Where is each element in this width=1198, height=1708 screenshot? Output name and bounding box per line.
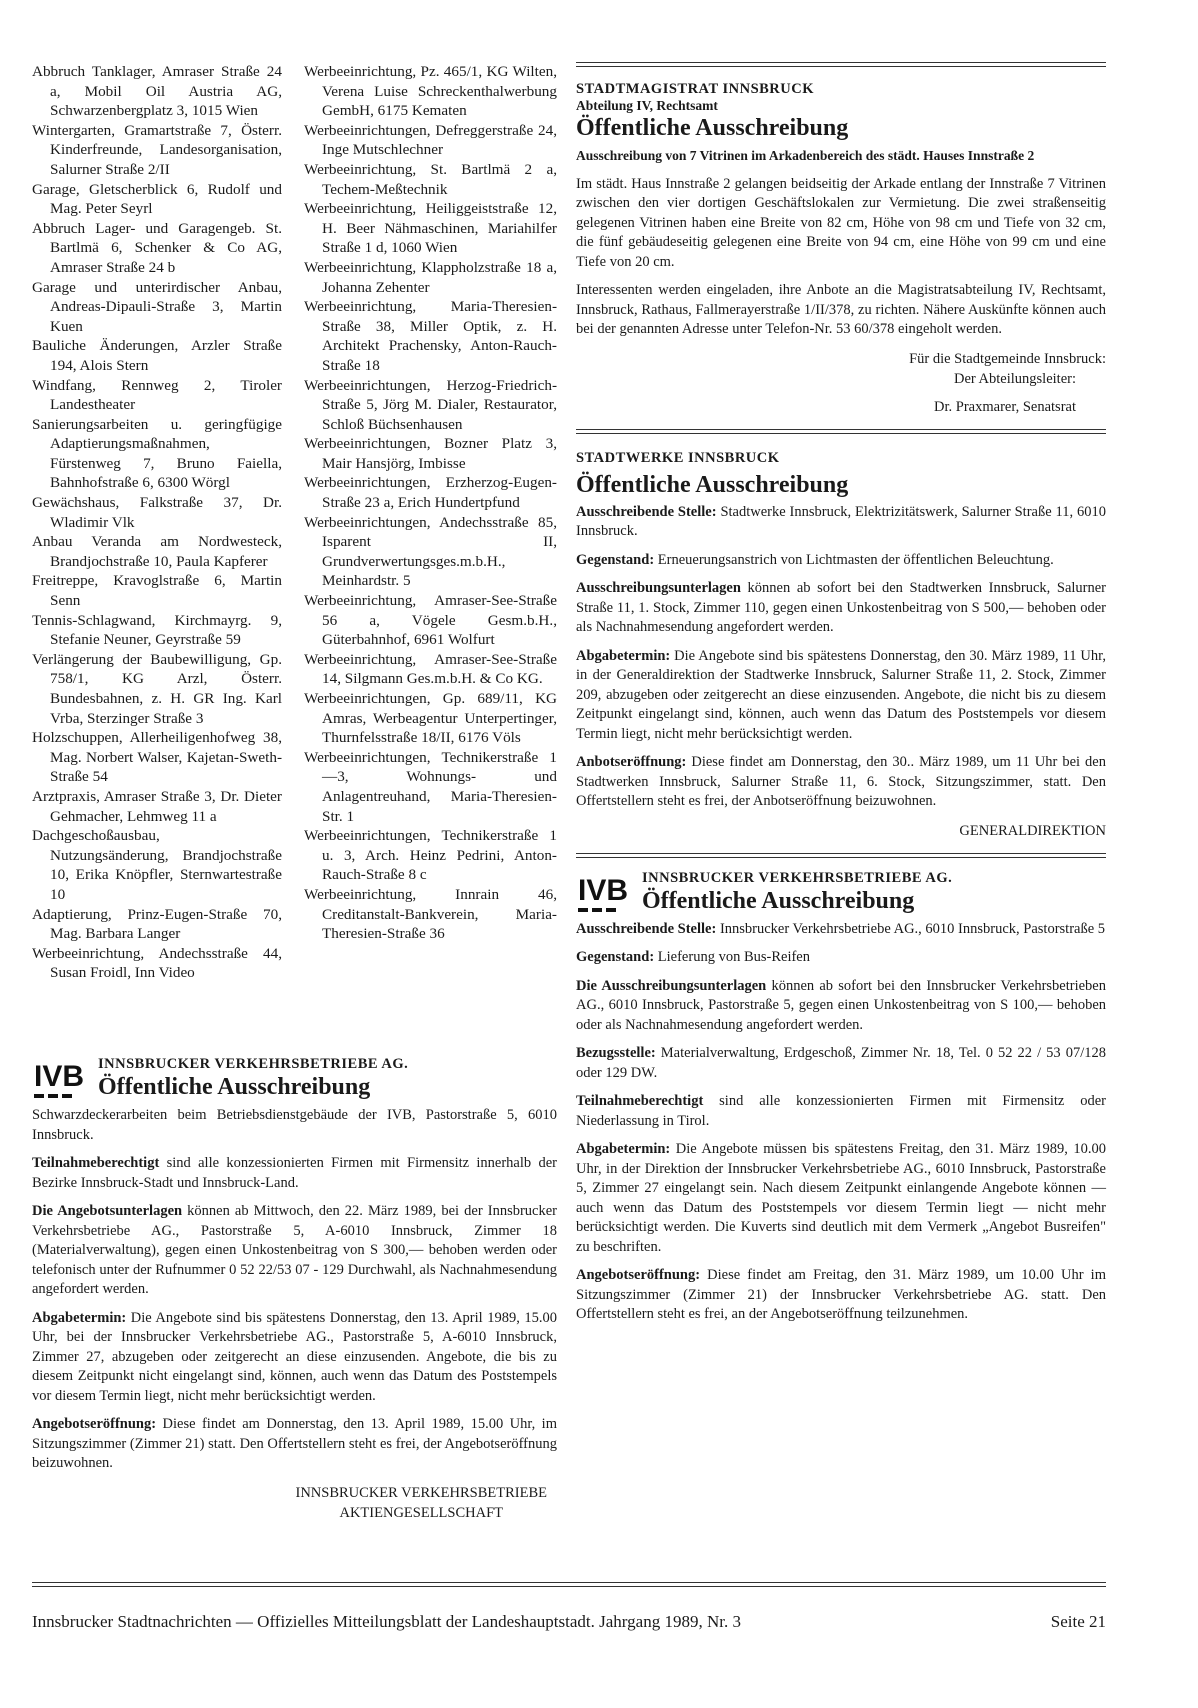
page-number: Seite 21 (1050, 1612, 1106, 1631)
field-text: Die Angebote müssen bis spätestens Freitag, den 31. März 1989, 10.00 Uhr, in der Direktion der Innsbrucker Verkehrsbetriebe AG., 6010 Innsbruck, Pastorstraße 5, Zimmer 27 eingelangt sein. Nach diesem Zeitpunkt einlangende Angebote können — auch wenn das Datum des Poststempels vor diesem Termin liegt — nicht mehr berücksichtigt werden. Die Kuverts sind deutlich mit dem Vermerk „Angebot Busreifen" zu beschriften. (576, 1141, 1106, 1255)
page-footer (32, 1612, 1106, 1632)
field-text: sind alle konzessionierten Firmen mit Firmensitz innerhalb der Bezirke Innsbruck-Stadt und Innsbruck-Land. (32, 1155, 557, 1191)
field-text: können ab sofort bei den Stadtwerken Innsbruck, Salurner Straße 11, 1. Stock, Zimmer 110, gegen einen Unkostenbeitrag von S 500,— behoben oder als Nachnahmesendung angefordert werden. (576, 580, 1106, 635)
signature-line: Für die Stadtgemeinde Innsbruck: (909, 350, 1106, 367)
signature-block (296, 1483, 548, 1523)
magistrat-announcement (576, 81, 1106, 417)
announcement-dept: INNSBRUCKER VERKEHRSBETRIEBE AG. (98, 1056, 409, 1072)
announcement-subdept: Abteilung IV, Rechtsamt (576, 98, 718, 113)
list-item: Werbeeinrichtung, Pz. 465/1, KG Wilten, Verena Luise Schreckenthalwerbung GembH, 6175 Kematen (304, 63, 557, 120)
field-text: Innsbrucker Verkehrsbetriebe AG., 6010 Innsbruck, Pastorstraße 5 (716, 920, 1106, 937)
list-item: Werbeeinrichtung, Amraser-See-Straße 14, Silgmann Ges.m.b.H. & Co KG. (304, 650, 557, 688)
list-item: Garage und unterirdischer Anbau, Andreas-Dipauli-Straße 3, Martin Kuen (32, 278, 282, 335)
field-label: Ausschreibende Stelle: (576, 920, 717, 937)
ivb-bus-tires-announcement (576, 870, 1106, 1325)
announcement-paragraph: Im städt. Haus Innstraße 2 gelangen beidseitig der Arkade entlang der Innstraße 7 Vitrinen zwischen den vier dortigen Geschäftslokalen zur Vermietung. Die zwei straßenseitig gelegenen Vitrinen haben eine Breite von 82 cm, Höhe von 98 cm und Tiefe von 32 cm, die fünf gebäudeseitig gelegenen eine Breite von 94 cm, eine Höhe von 99 cm und eine Tiefe von 20 cm. (576, 175, 1106, 270)
signature-line: Der Abteilungsleiter: (953, 370, 1076, 387)
announcement-dept: STADTWERKE INNSBRUCK (576, 449, 780, 466)
field-label: Angebotseröffnung: (32, 1416, 157, 1432)
field-text: Lieferung von Bus-Reifen (654, 949, 810, 965)
field-label: Die Ausschreibungsunterlagen (576, 977, 767, 994)
field-text: Die Angebote sind bis spätestens Donnerstag, den 30. März 1989, 11 Uhr, in der Generaldirektion der Stadtwerke Innsbruck, Salurner Straße 11, 2. Stock, Zimmer 209, abzugeben oder zeitgerecht an diese einzusenden. Angebote, die nicht bis zu diesem Zeitpunkt eingelangt sind, können, auch wenn das Datum des Poststempels vor diesem Termin liegt, nicht mehr berücksichtigt werden. (576, 647, 1106, 742)
notice-list-column-2 (304, 62, 557, 944)
stadtwerke-announcement (576, 450, 1106, 841)
field-text: können ab Mittwoch, den 22. März 1989, bei der Innsbrucker Verkehrsbetriebe AG., Pastorstraße 5, A-6010 Innsbruck, Zimmer 18 (Materialverwaltung), gegen einen Unkostenbeitrag von S 300,— behoben werden oder telefonisch unter der Rufnummer 0 52 22/53 07 - 129 Durchwahl, als Nachnahmesendung angefordert werden. (32, 1203, 557, 1297)
field-label: Gegenstand: (576, 551, 655, 568)
announcement-dept: INNSBRUCKER VERKEHRSBETRIEBE AG. (642, 869, 953, 886)
list-item: Abbruch Tanklager, Amraser Straße 24 a, Mobil Oil Austria AG, Schwarzenbergplatz 3, 1015 Wien (32, 63, 282, 120)
list-item: Bauliche Änderungen, Arzler Straße 194, Alois Stern (32, 337, 282, 374)
list-item: Werbeeinrichtung, St. Bartlmä 2 a, Techem-Meßtechnik (304, 160, 557, 198)
announcement-title: Öffentliche Ausschreibung (576, 471, 849, 498)
ivb-logo-text: IVB (34, 1060, 84, 1093)
field-label: Bezugsstelle: (576, 1045, 656, 1061)
list-item: Dachgeschoßausbau, Nutzungsänderung, Brandjochstraße 10, Erika Knöpfler, Sternwartestraße 10 (32, 827, 282, 903)
list-item: Wintergarten, Gramartstraße 7, Österr. Kinderfreunde, Landesorganisation, Salurner Straße 2/II (32, 121, 282, 178)
signature-line: INNSBRUCKER VERKEHRSBETRIEBE (295, 1484, 547, 1501)
list-item: Werbeeinrichtung, Amraser-See-Straße 56 a, Vögele Gesm.b.H., Güterbahnhof, 6961 Wolfurt (304, 592, 557, 649)
announcement-subtitle: Ausschreibung von 7 Vitrinen im Arkadenbereich des städt. Hauses Innstraße 2 (576, 148, 1035, 163)
list-item: Werbeeinrichtungen, Defreggerstraße 24, Inge Mutschlechner (304, 121, 557, 159)
double-rule (576, 429, 1106, 434)
list-item: Verlängerung der Baubewilligung, Gp. 758/1, KG Arzl, Österr. Bundesbahnen, z. H. GR Ing. Karl Vrba, Sterzinger Straße 3 (32, 650, 282, 727)
list-item: Werbeeinrichtungen, Technikerstraße 1—3, Wohnungs- und Anlagentreuhand, Maria-Theresien-Str. 1 (304, 748, 557, 825)
signature-line: GENERALDIREKTION (959, 822, 1106, 839)
list-item: Abbruch Lager- und Garagengeb. St. Bartlmä 6, Schenker & Co AG, Amraser Straße 24 b (32, 219, 282, 276)
signature-line: AKTIENGESELLSCHAFT (339, 1504, 504, 1521)
field-label: Abgabetermin: (32, 1309, 127, 1326)
footer-publication: Innsbrucker Stadtnachrichten — Offizielles Mitteilungsblatt der Landeshauptstadt. Jahrgang 1989, Nr. 3 (32, 1612, 741, 1631)
field-text: Materialverwaltung, Erdgeschoß, Zimmer Nr. 18, Tel. 0 52 22 / 53 07/128 oder 129 DW. (576, 1045, 1106, 1081)
field-label: Gegenstand: (576, 949, 655, 965)
list-item: Werbeeinrichtungen, Andechsstraße 85, Isparent II, Grundverwertungsges.m.b.H., Meinhardstr. 5 (304, 513, 557, 590)
announcement-intro: Schwarzdeckerarbeiten beim Betriebsdienstgebäude der IVB, Pastorstraße 5, 6010 Innsbruck. (32, 1107, 557, 1143)
field-label: Angebotseröffnung: (576, 1267, 701, 1283)
list-item: Werbeeinrichtungen, Bozner Platz 3, Mair Hansjörg, Imbisse (304, 435, 557, 472)
field-label: Ausschreibungsunterlagen (576, 580, 741, 596)
field-text: Erneuerungsanstrich von Lichtmasten der öffentlichen Beleuchtung. (654, 551, 1054, 568)
list-item: Garage, Gletscherblick 6, Rudolf und Mag. Peter Seyrl (32, 180, 282, 218)
list-item: Werbeeinrichtung, Klappholzstraße 18 a, Johanna Zehenter (304, 258, 557, 296)
field-text: Stadtwerke Innsbruck, Elektrizitätswerk, Salurner Straße 11, 6010 Innsbruck. (576, 503, 1106, 539)
list-item: Holzschuppen, Allerheiligenhofweg 38, Mag. Norbert Walser, Kajetan-Sweth-Straße 54 (32, 729, 282, 786)
announcement-dept: STADTMAGISTRAT INNSBRUCK (576, 81, 815, 97)
double-rule (576, 62, 1106, 67)
list-item: Werbeeinrichtungen, Gp. 689/11, KG Amras, Werbeagentur Unterpertinger, Thurnfelsstraße 18/II, 6176 Völs (304, 690, 557, 747)
list-item: Windfang, Rennweg 2, Tiroler Landestheater (32, 376, 282, 414)
field-text: Diese findet am Donnerstag, den 13. April 1989, 15.00 Uhr, im Sitzungszimmer (Zimmer 21) statt. Den Offertstellern steht es frei, der Angebotseröffnung beizuwohnen. (32, 1416, 557, 1471)
list-item: Freitreppe, Kravoglstraße 6, Martin Senn (32, 572, 282, 610)
announcement-title: Öffentliche Ausschreibung (98, 1074, 371, 1100)
field-text: Diese findet am Donnerstag, den 30.. März 1989, um 11 Uhr bei den Stadtwerken Innsbruck, Salurner Straße 11, 6. Stock, Sitzungszimmer, statt. Den Offertstellern steht es frei, der Anbotseröffnung beizuwohnen. (576, 754, 1106, 809)
field-label: Teilnahmeberechtigt (32, 1155, 160, 1171)
list-item: Werbeeinrichtungen, Herzog-Friedrich-Straße 5, Jörg M. Dialer, Restaurator, Schloß Büchsenhausen (304, 376, 557, 433)
announcement-paragraph: Interessenten werden eingeladen, ihre Anbote an die Magistratsabteilung IV, Rechtsamt, Innsbruck, Rathaus, Fallmerayerstraße 1/II/378, zu richten. Nähere Auskünfte können auch bei der genannten Adresse unter Telefon-Nr. 53 60/378 eingeholt werden. (576, 282, 1106, 337)
field-text: sind alle konzessionierten Firmen mit Firmensitz oder Niederlassung in Tirol. (576, 1093, 1106, 1129)
field-label: Die Angebotsunterlagen (32, 1203, 183, 1219)
notice-list-column-1 (32, 62, 282, 983)
list-item: Werbeeinrichtung, Innrain 46, Creditanstalt-Bankverein, Maria-Theresien-Straße 36 (304, 885, 557, 943)
list-item: Sanierungsarbeiten u. geringfügige Adaptierungsmaßnahmen, Fürstenweg 7, Bruno Faiella, Bahnhofstraße 6, 6300 Wörgl (32, 415, 282, 492)
list-item: Werbeeinrichtung, Maria-Theresien-Straße 38, Miller Optik, z. H. Architekt Prachensky, Anton-Rauch-Straße 18 (304, 298, 557, 374)
list-item: Tennis-Schlagwand, Kirchmayrg. 9, Stefanie Neuner, Geyrstraße 59 (32, 611, 282, 649)
list-item: Adaptierung, Prinz-Eugen-Straße 70, Mag. Barbara Langer (32, 905, 282, 943)
field-label: Anbotseröffnung: (576, 754, 687, 770)
field-label: Abgabetermin: (576, 1141, 671, 1157)
ivb-roofing-announcement (32, 1056, 557, 1523)
signature-name: Dr. Praxmarer, Senatsrat (934, 398, 1076, 415)
field-label: Teilnahmeberechtigt (576, 1093, 704, 1109)
list-item: Arztpraxis, Amraser Straße 3, Dr. Dieter Gehmacher, Lehmweg 11 a (32, 787, 282, 825)
list-item: Werbeeinrichtungen, Erzherzog-Eugen-Straße 23 a, Erich Hundertpfund (304, 474, 557, 512)
announcement-title: Öffentliche Ausschreibung (642, 887, 915, 914)
field-label: Abgabetermin: (576, 647, 671, 664)
footer-double-rule (32, 1582, 1106, 1587)
field-label: Ausschreibende Stelle: (576, 503, 717, 520)
list-item: Anbau Veranda am Nordwesteck, Brandjochstraße 10, Paula Kapferer (32, 533, 282, 570)
list-item: Werbeeinrichtung, Andechsstraße 44, Susan Froidl, Inn Video (32, 944, 282, 982)
field-text: Diese findet am Freitag, den 31. März 1989, um 10.00 Uhr im Sitzungszimmer (Zimmer 21) der Innsbrucker Verkehrsbetriebe AG. statt. Den Offertstellern steht es frei, an der Angebotseröffnung teilzunehmen. (576, 1267, 1106, 1322)
ivb-logo-text: IVB (578, 873, 628, 907)
ivb-logo-icon (32, 1056, 84, 1106)
right-column (576, 62, 1106, 1334)
double-rule (576, 853, 1106, 858)
list-item: Werbeeinrichtungen, Technikerstraße 1 u. 3, Arch. Heinz Pedrini, Anton-Rauch-Straße 8 c (304, 827, 557, 884)
announcement-title: Öffentliche Ausschreibung (576, 115, 849, 141)
field-text: können ab sofort bei den Innsbrucker Verkehrsbetrieben AG., 6010 Innsbruck, Pastorstraße 5, gegen einen Unkostenbeitrag von S 100,— behoben oder als Nachnahmesendung angefordert werden. (576, 977, 1106, 1033)
ivb-logo-icon (576, 870, 628, 920)
field-text: Die Angebote sind bis spätestens Donnerstag, den 13. April 1989, 15.00 Uhr, bei der Innsbrucker Verkehrsbetriebe AG., Pastorstraße 5, A-6010 Innsbruck, Zimmer 27, abzugeben oder zeitgerecht an diese einzusenden. Angebote, die bis zu diesem Zeitpunkt nicht eingelangt sind, können, auch wenn das Datum des Poststempels vor diesem Termin liegt, nicht mehr berücksichtigt werden. (32, 1309, 557, 1404)
list-item: Werbeeinrichtung, Heiliggeiststraße 12, H. Beer Nähmaschinen, Mariahilfer Straße 1 d, 1060 Wien (304, 200, 557, 257)
list-item: Gewächshaus, Falkstraße 37, Dr. Wladimir Vlk (32, 494, 282, 531)
